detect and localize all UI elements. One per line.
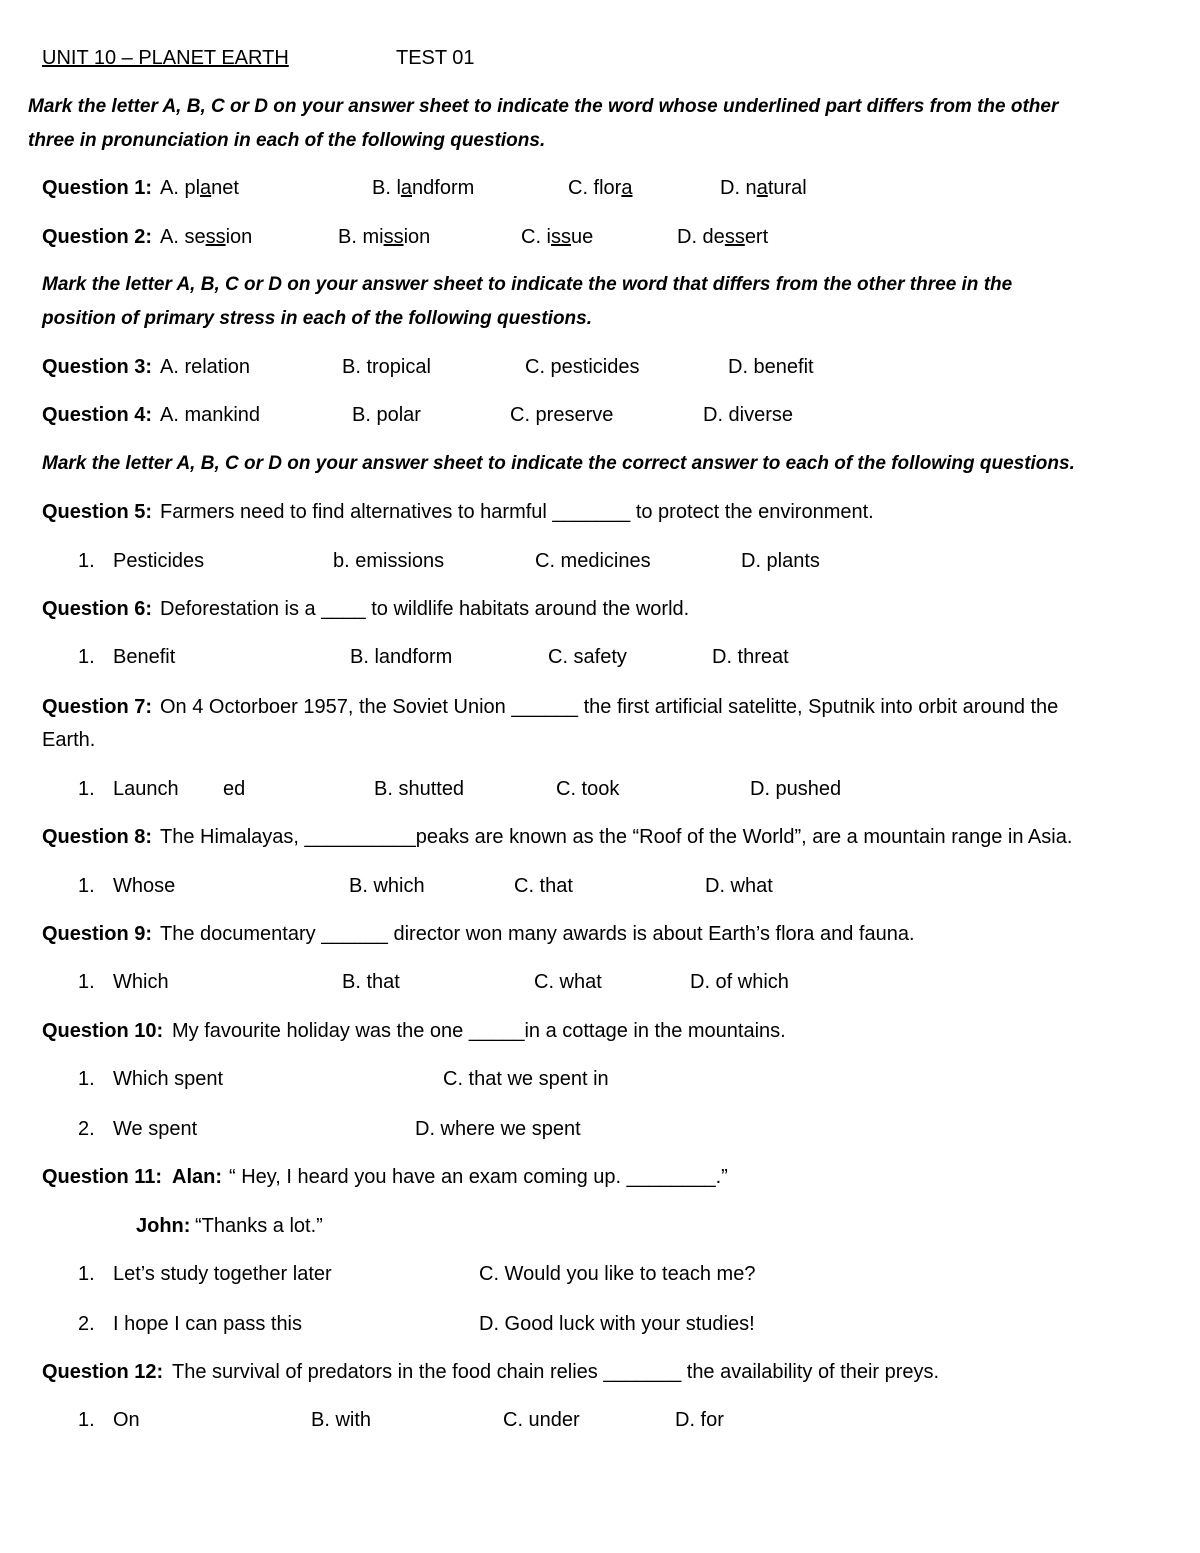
q1-option-d: D. natural [720, 177, 807, 199]
q2-option-d: D. dessert [677, 226, 769, 248]
q2-option-b: B. mission [338, 226, 431, 248]
q1-option-c: C. flora [568, 177, 633, 199]
q2-option-c: C. issue [521, 226, 594, 248]
test-label: TEST 01 [396, 47, 475, 69]
unit-title: UNIT 10 – PLANET EARTH [42, 47, 289, 69]
q1-option-a: A. planet [160, 177, 239, 199]
q2-option-a: A. session [160, 226, 253, 248]
q1-option-b: B. landform [372, 177, 475, 199]
